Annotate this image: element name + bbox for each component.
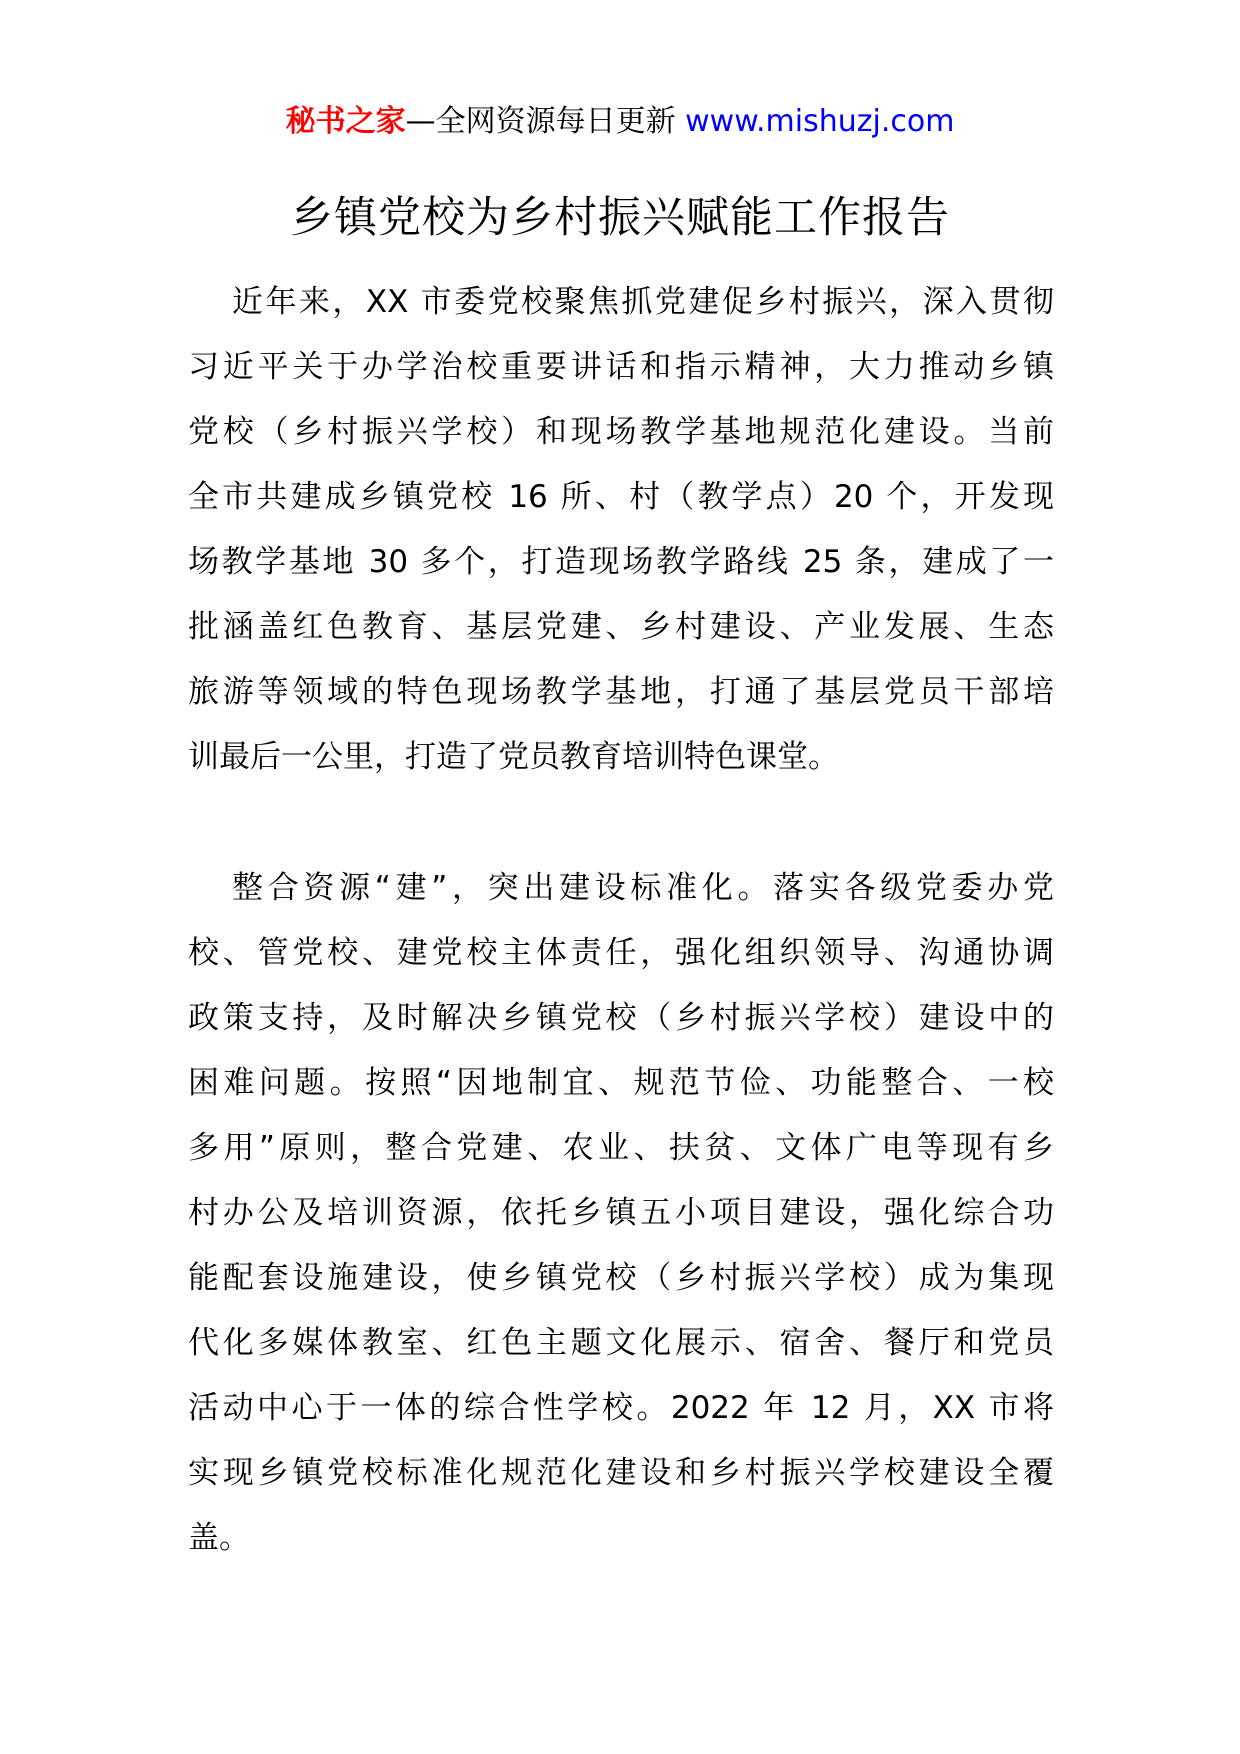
text-line: 实现乡镇党校标准化规范化建设和乡村振兴学校建设全覆 bbox=[188, 1455, 1054, 1491]
text-line: 近年来，XX 市委党校聚焦抓党建促乡村振兴，深入贯彻 bbox=[232, 284, 1054, 320]
text-line: 训最后一公里，打造了党员教育培训特色课堂。 bbox=[188, 739, 839, 775]
paragraph-1 bbox=[188, 270, 1054, 790]
document-body bbox=[188, 270, 1054, 1571]
text-line: 村办公及培训资源，依托乡镇五小项目建设，强化综合功 bbox=[188, 1195, 1054, 1231]
text-line: 全市共建成乡镇党校 16 所、村（教学点）20 个，开发现 bbox=[188, 479, 1054, 515]
text-line: 批涵盖红色教育、基层党建、乡村建设、产业发展、生态 bbox=[188, 609, 1054, 645]
text-line: 党校（乡村振兴学校）和现场教学基地规范化建设。当前 bbox=[188, 414, 1054, 450]
site-url-link[interactable]: www.mishuzj.com bbox=[685, 104, 955, 139]
text-line: 代化多媒体教室、红色主题文化展示、宿舍、餐厅和党员 bbox=[188, 1325, 1054, 1361]
header-slogan: —全网资源每日更新 bbox=[405, 104, 686, 139]
site-header bbox=[0, 100, 1240, 144]
text-line: 政策支持，及时解决乡镇党校（乡村振兴学校）建设中的 bbox=[188, 1000, 1054, 1036]
paragraph-2 bbox=[188, 856, 1054, 1571]
document-title: 乡镇党校为乡村振兴赋能工作报告 bbox=[290, 193, 950, 243]
text-line: 多用”原则，整合党建、农业、扶贫、文体广电等现有乡 bbox=[188, 1130, 1054, 1166]
text-line: 习近平关于办学治校重要讲话和指示精神，大力推动乡镇 bbox=[188, 349, 1054, 385]
text-line: 整合资源“建”，突出建设标准化。落实各级党委办党 bbox=[232, 870, 1054, 906]
text-line: 场教学基地 30 多个，打造现场教学路线 25 条，建成了一 bbox=[188, 544, 1054, 580]
paragraph-spacer bbox=[188, 790, 1054, 856]
text-line: 旅游等领域的特色现场教学基地，打通了基层党员干部培 bbox=[188, 674, 1054, 710]
text-line: 盖。 bbox=[188, 1520, 250, 1556]
text-line: 校、管党校、建党校主体责任，强化组织领导、沟通协调 bbox=[188, 935, 1054, 971]
brand-name: 秘书之家 bbox=[285, 104, 406, 139]
text-line: 困难问题。按照“因地制宜、规范节俭、功能整合、一校 bbox=[188, 1065, 1054, 1101]
text-line: 能配套设施建设，使乡镇党校（乡村振兴学校）成为集现 bbox=[188, 1260, 1054, 1296]
text-line: 活动中心于一体的综合性学校。2022 年 12 月，XX 市将 bbox=[188, 1390, 1054, 1426]
